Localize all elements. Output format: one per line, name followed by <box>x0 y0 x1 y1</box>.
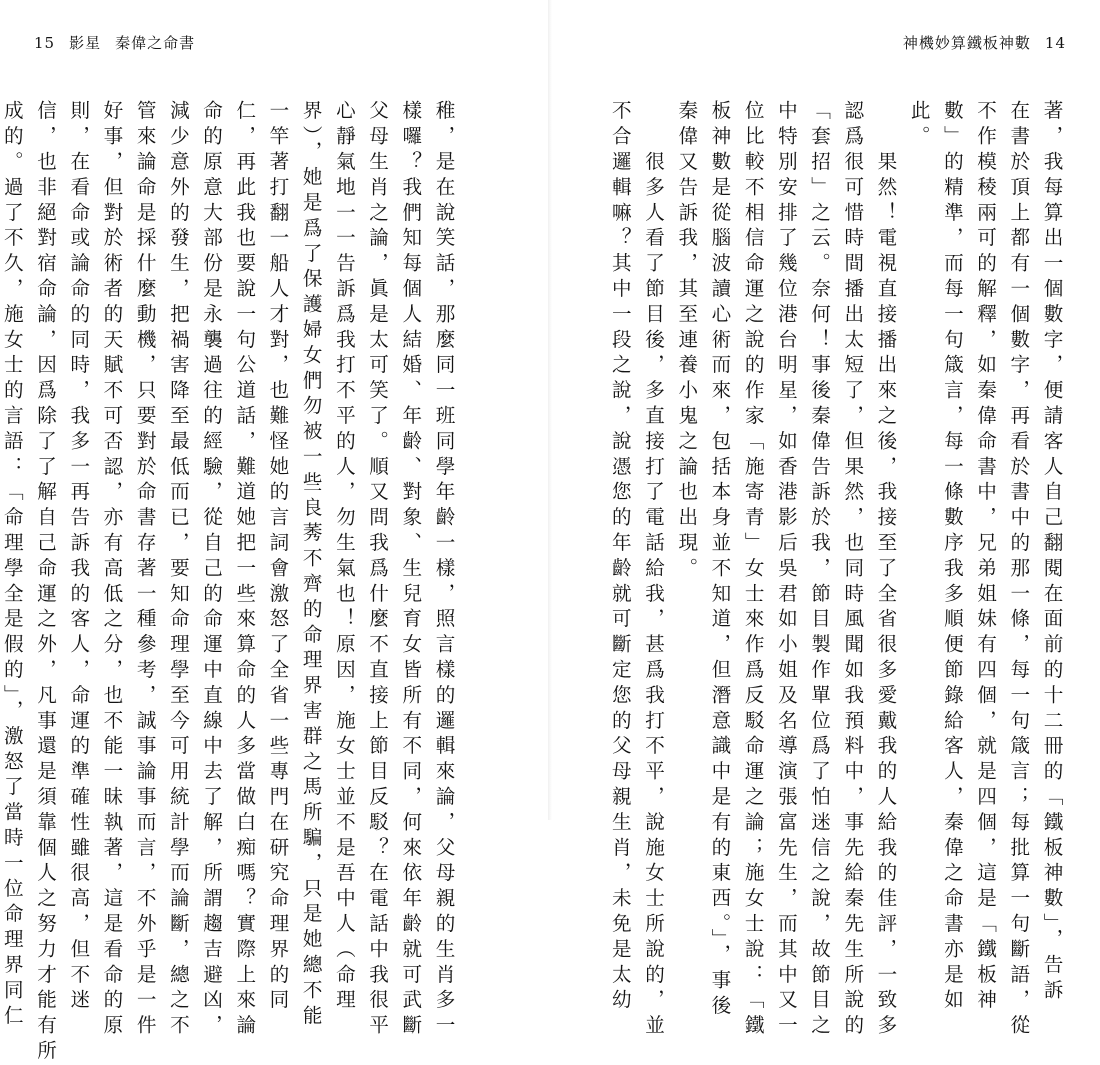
right-column: 「套招」之云。奈何！事後秦偉告訴於我，節目製作單位爲了怕迷信之說，故節目之 <box>807 100 831 1040</box>
right-page-header <box>903 32 1066 53</box>
left-column: 一竿著打翻一船人才對，也難怪她的言詞會激怒了全省一些專門在研究命理界的同 <box>265 100 289 1015</box>
left-column: 仁，再此我也要說一句公道話，難道她把一些來算命的人多當做白痴嗎？實際上來論 <box>232 100 256 1040</box>
left-running-title-1: 影星 <box>69 34 102 52</box>
right-column: 果然！電視直接播出來之後，我接至了全省很多愛戴我的人給我的佳評，一致多 <box>873 100 897 1040</box>
left-column: 減少意外的發生，把禍害降至最低而已，要知命理學至今可用統計學而論斷，總之不 <box>166 100 190 1040</box>
left-page-header <box>34 32 195 53</box>
left-running-title-2: 秦偉之命書 <box>115 34 196 52</box>
right-column: 數」的精準，而每一句箴言，每一條數序我多順便節錄給客人，秦偉之命書亦是如 <box>940 100 964 1015</box>
left-column: 信，也非絕對宿命論，因爲除了了解自己命運之外，凡事還是須靠個人之努力才能有所 <box>33 100 57 1065</box>
right-column: 板神數是從腦波讀心術而來，包括本身並不知道，但潛意識中是有的東西。」，事後 <box>707 100 731 1021</box>
left-column: 父母生肖之論，眞是太可笑了。順又問我爲什麼不直接上節目反駁？在電話中我很平 <box>365 100 389 1040</box>
right-column: 位比較不相信命運之說的作家「施寄青」女士來作爲反駁命運之論；施女士說：「鐵 <box>741 100 765 1040</box>
right-running-title: 神機妙算鐵板神數 <box>902 34 1031 52</box>
right-column: 不合邏輯嘛？其中一段之說，說憑您的年齡就可斷定您的父母親生肖，未免是太幼 <box>608 100 632 1015</box>
left-column: 管來論命是採什麼動機，只要對於命書存著一種參考，誠事論事而言，不外乎是一件 <box>133 100 157 1040</box>
left-column: 成的。過了不久，施女士的言語：「命理學全是假的」，激怒了當時一位命理界同仁 <box>0 100 24 1030</box>
right-column: 在書於頂上都有一個數字，再看於書中的那一條，每一句箴言；每批算一句斷語，從 <box>1006 100 1030 1040</box>
page-gutter <box>548 0 552 820</box>
right-column: 著，我每算出一個數字，便請客人自己翻閱在面前的十二冊的「鐵板神數」，告訴 <box>1040 100 1063 1005</box>
right-column: 認爲很可惜時間播出太短了，但果然，也同時風聞如我預料中，事先給秦先生所說的 <box>840 100 864 1040</box>
left-column: 心靜氣地一一告訴爲我打不平的人，勿生氣也！原因，施女士並不是吾中人（命理 <box>332 100 356 1015</box>
left-column: 則，在看命或論命的同時，我多一再告訴我的客人，命運的準確性雖很高，但不迷 <box>66 100 90 1015</box>
right-column: 此。 <box>907 100 931 151</box>
right-column: 很多人看了節目後，多直接打了電話給我，甚爲我打不平，說施女士所說的，並 <box>641 100 665 1040</box>
right-column: 不作模稜兩可的解釋，如秦偉命書中，兄弟姐妹有四個，就是四個，這是「鐵板神 <box>973 100 997 1015</box>
right-column: 秦偉又告訴我，其至連養小鬼之論也出現。 <box>674 100 698 583</box>
left-column: 稚，是在說笑話，那麼同一班同學年齡一樣，照言樣的邏輯來論，父母親的生肖多一 <box>432 100 455 1040</box>
left-column: 樣囉？我們知每個人結婚、年齡、對象、生兒育女皆所有不同，何來依年齡就可武斷 <box>398 100 422 1040</box>
right-page-number: 14 <box>1044 34 1066 52</box>
right-page-body <box>588 100 1068 1040</box>
right-column: 中特別安排了幾位港台明星，如香港影后吳君如小姐及名導演張富先生，而其中又一 <box>774 100 798 1040</box>
left-column: 命的原意大部份是永襲過往的經驗，從自己的命運中直線中去了解，所謂趨吉避凶， <box>199 100 223 1040</box>
left-page-body <box>0 100 460 1065</box>
left-column: 界），她是爲了保護婦女們勿被一些良莠不齊的命理界害群之馬所騙，只是她總不能 <box>299 100 323 1030</box>
left-column: 好事，但對於術者的天賦不可否認，亦有高低之分，也不能一昧執著，這是看命的原 <box>99 100 123 1040</box>
left-page-number: 15 <box>34 34 56 52</box>
